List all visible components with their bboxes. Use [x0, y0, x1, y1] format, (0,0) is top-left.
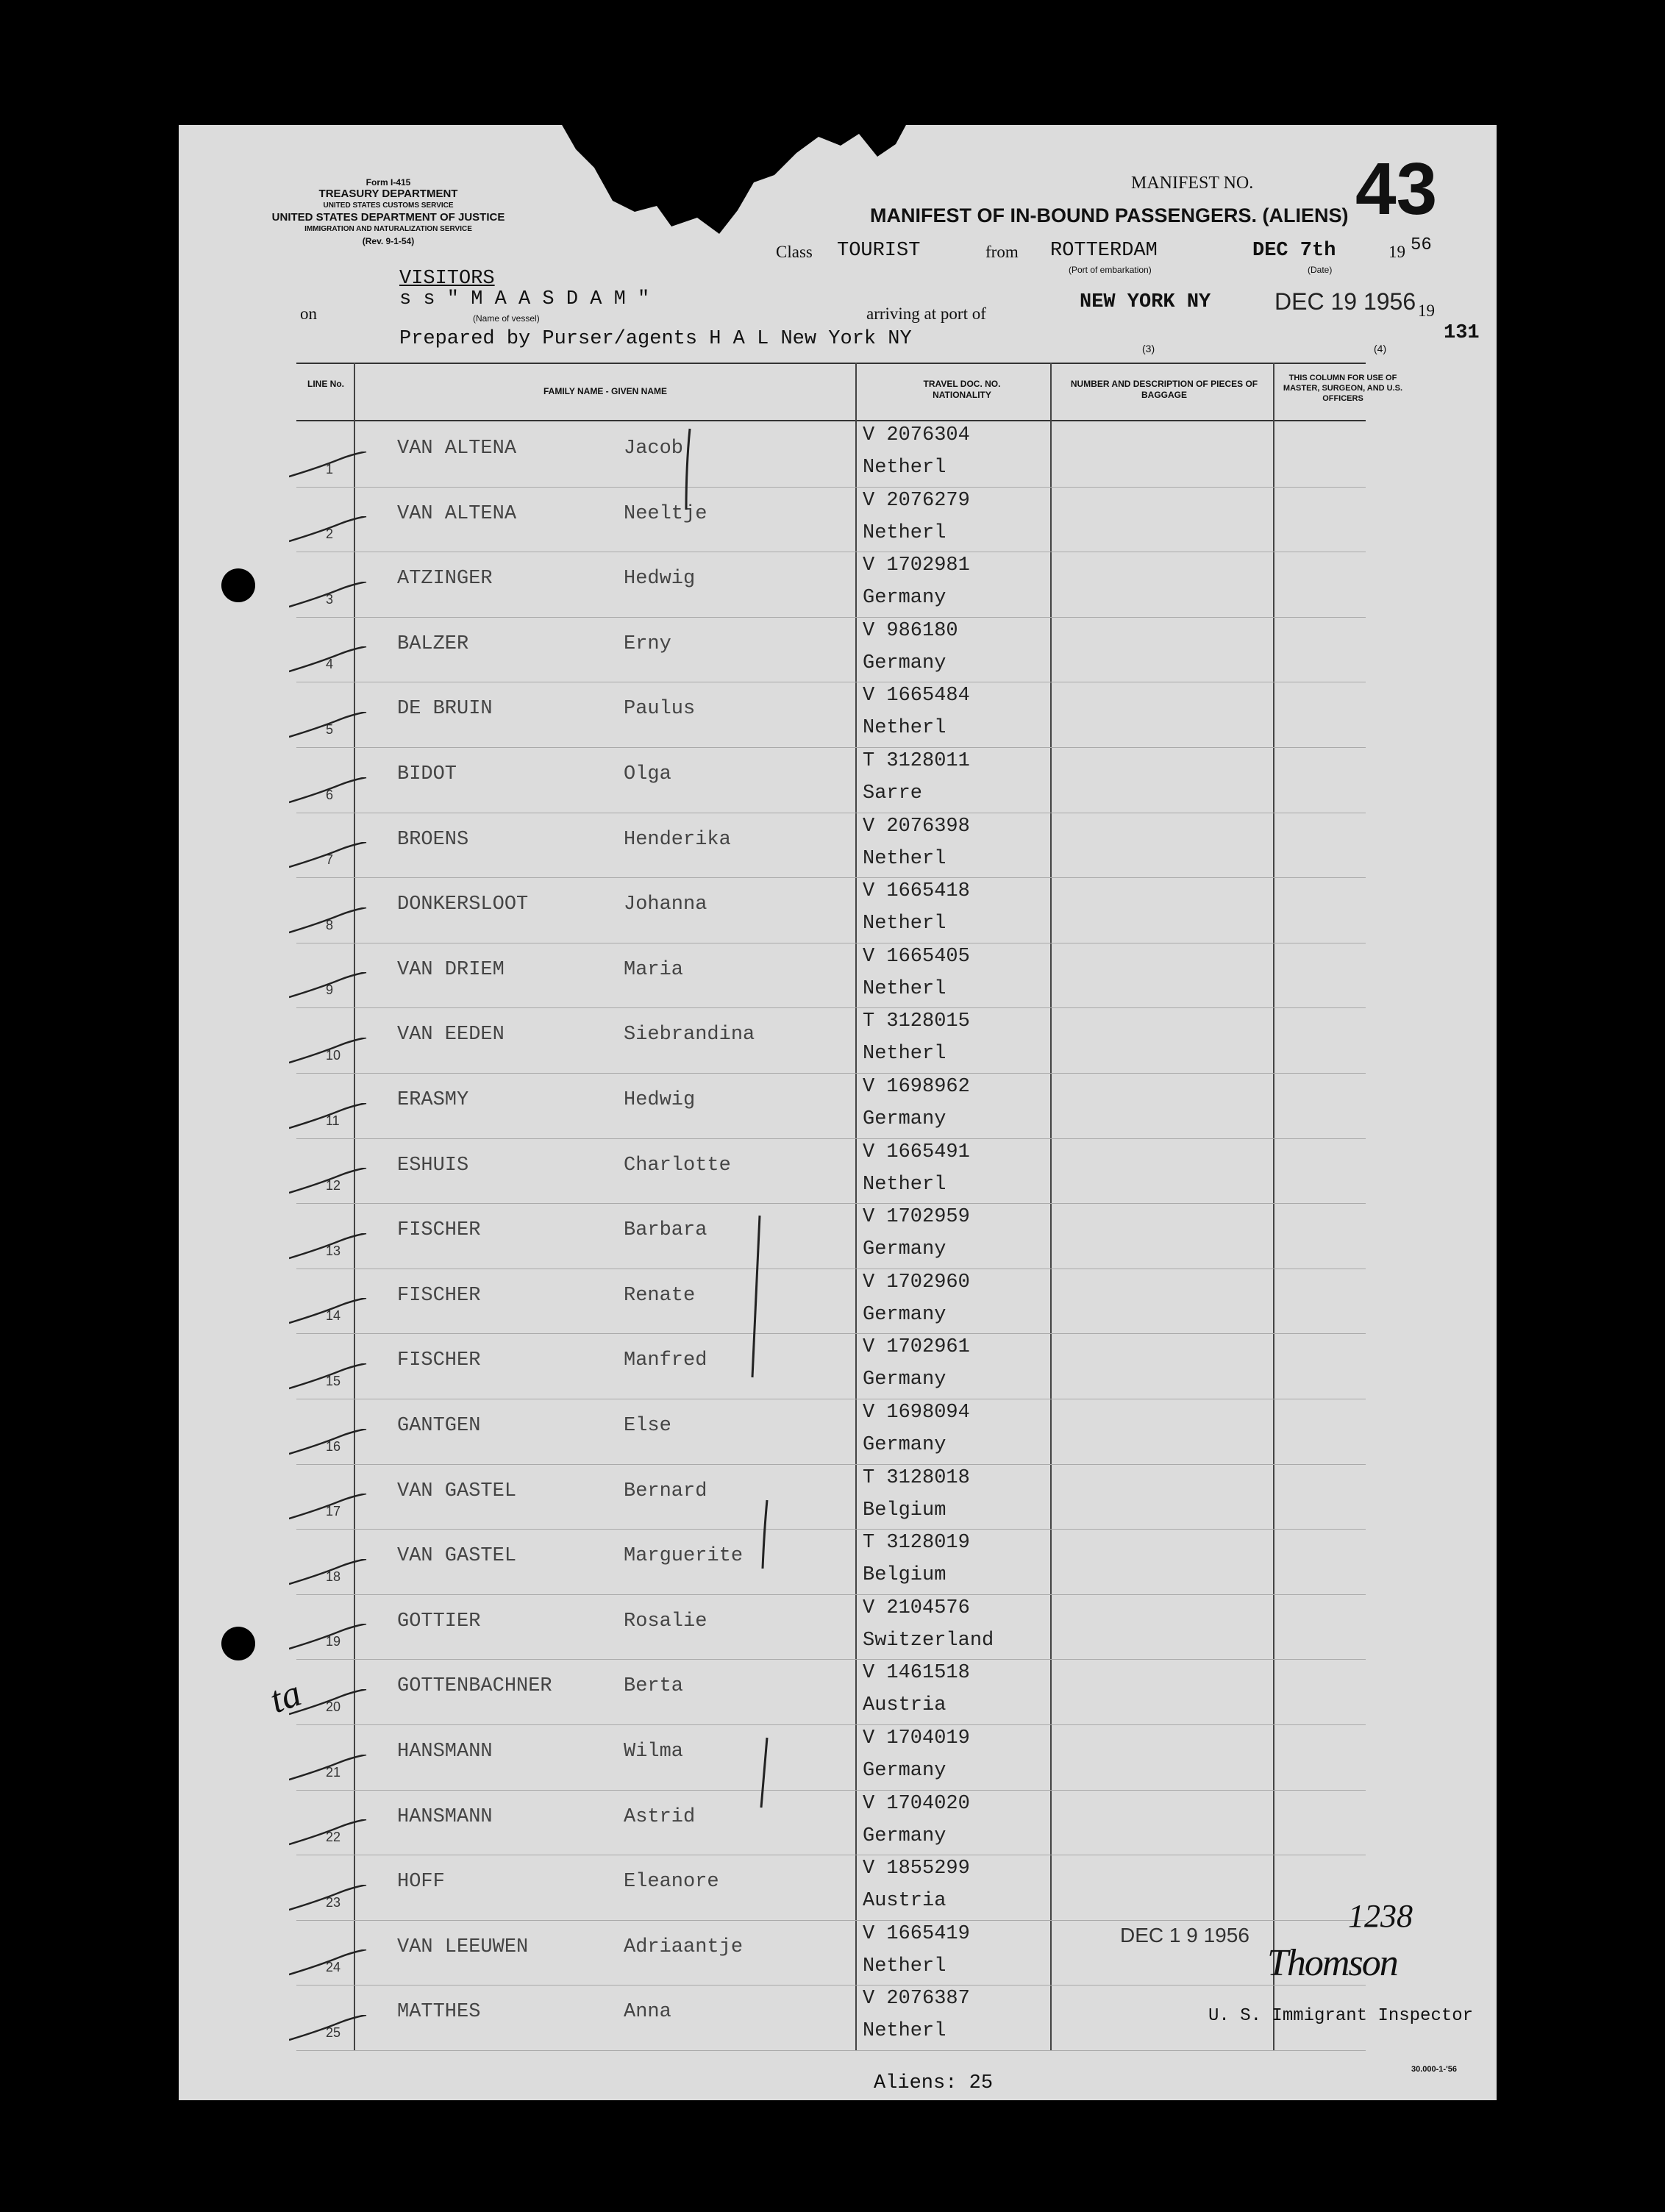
- given-name: Hedwig: [624, 1089, 696, 1111]
- family-name: VAN DRIEM: [397, 958, 505, 981]
- nationality: Netherl: [863, 1173, 946, 1196]
- nationality: Netherl: [863, 913, 946, 935]
- nationality: Germany: [863, 1369, 946, 1391]
- manifest-sheet: [179, 125, 1497, 2100]
- line-number: 5: [326, 721, 334, 737]
- nationality: Netherl: [863, 977, 946, 1000]
- print-code: 30.000-1-'56: [1411, 2065, 1457, 2074]
- agency-line-4: IMMIGRATION AND NATURALIZATION SERVICE: [304, 225, 472, 233]
- line-number: 3: [326, 591, 334, 607]
- travel-doc-number: V 2104576: [863, 1596, 970, 1619]
- agency-line-2: UNITED STATES CUSTOMS SERVICE: [323, 201, 454, 210]
- manifest-title: MANIFEST OF IN-BOUND PASSENGERS. (ALIENS): [870, 204, 1349, 226]
- inspector-title: U. S. Immigrant Inspector: [1208, 2006, 1474, 2026]
- given-name: Siebrandina: [624, 1024, 755, 1046]
- form-number: Form I-415: [366, 177, 411, 188]
- line-number: 17: [326, 1504, 341, 1519]
- year-value: 56: [1411, 235, 1432, 255]
- from-value: ROTTERDAM: [1050, 240, 1158, 262]
- line-number: 2: [326, 527, 334, 542]
- line-number: 15: [326, 1373, 341, 1388]
- family-name: HANSMANN: [397, 1805, 493, 1828]
- travel-doc-number: V 1702981: [863, 554, 970, 577]
- family-name: BROENS: [397, 828, 469, 851]
- family-name: DONKERSLOOT: [397, 893, 529, 916]
- handwritten-marks: [296, 363, 1366, 2050]
- given-name: Adriaantje: [624, 1936, 744, 1958]
- family-name: MATTHES: [397, 2001, 481, 2024]
- family-name: HOFF: [397, 1871, 445, 1894]
- travel-doc-number: V 1698094: [863, 1402, 970, 1424]
- nationality: Germany: [863, 587, 946, 610]
- given-name: Henderika: [624, 828, 731, 851]
- given-name: Barbara: [624, 1219, 707, 1242]
- travel-doc-number: V 2076387: [863, 1988, 970, 2011]
- footer-stamp-date: DEC 1 9 1956: [1120, 1924, 1249, 1947]
- line-number: 10: [326, 1047, 341, 1063]
- nationality: Germany: [863, 1824, 946, 1847]
- nationality: Sarre: [863, 782, 923, 804]
- nationality: Belgium: [863, 1564, 946, 1587]
- travel-doc-number: V 1665405: [863, 945, 970, 968]
- given-name: Astrid: [624, 1805, 696, 1828]
- line-number: 7: [326, 852, 334, 868]
- travel-doc-number: V 1665484: [863, 685, 970, 707]
- family-name: FISCHER: [397, 1284, 481, 1307]
- arrival-port: NEW YORK NY: [1080, 291, 1211, 313]
- family-name: BALZER: [397, 632, 469, 655]
- col-head-baggage: NUMBER AND DESCRIPTION OF PIECES OF BAGGAGE: [1070, 379, 1258, 400]
- line-number: 23: [326, 1894, 341, 1910]
- family-name: ESHUIS: [397, 1154, 469, 1177]
- line-number: 18: [326, 1569, 341, 1584]
- given-name: Hedwig: [624, 568, 696, 591]
- nationality: Austria: [863, 1890, 946, 1913]
- col-head-officers: THIS COLUMN FOR USE OF MASTER, SURGEON, AND U.S. OFFICERS: [1283, 374, 1403, 403]
- given-name: Anna: [624, 2001, 671, 2024]
- on-label: on: [300, 304, 317, 323]
- agency-line-3: UNITED STATES DEPARTMENT OF JUSTICE: [271, 211, 505, 224]
- line-number: 14: [326, 1308, 341, 1324]
- line-number: 8: [326, 917, 334, 932]
- family-name: VAN GASTEL: [397, 1545, 517, 1568]
- given-name: Charlotte: [624, 1154, 731, 1177]
- line-number: 16: [326, 1438, 341, 1454]
- arrival-date-stamp: DEC 19 1956: [1274, 288, 1416, 315]
- travel-doc-number: V 1702960: [863, 1271, 970, 1294]
- nationality: Netherl: [863, 2020, 946, 2043]
- nationality: Germany: [863, 652, 946, 674]
- family-name: VAN ALTENA: [397, 438, 517, 460]
- nationality: Belgium: [863, 1499, 946, 1521]
- nationality: Netherl: [863, 717, 946, 740]
- family-name: ATZINGER: [397, 568, 493, 591]
- given-name: Manfred: [624, 1349, 707, 1372]
- arrival-year-suffix: 19: [1418, 302, 1435, 320]
- nationality: Austria: [863, 1694, 946, 1717]
- given-name: Johanna: [624, 893, 707, 916]
- margin-initials: ta: [264, 1672, 307, 1722]
- prepared-by: Prepared by Purser/agents H A L New York NY: [399, 328, 912, 350]
- family-name: BIDOT: [397, 763, 457, 785]
- torn-edge: [561, 124, 907, 241]
- line-number: 13: [326, 1243, 341, 1258]
- given-name: Olga: [624, 763, 671, 785]
- travel-doc-number: T 3128011: [863, 750, 970, 772]
- agency-line-5: (Rev. 9-1-54): [362, 236, 415, 246]
- given-name: Paulus: [624, 698, 696, 721]
- arriving-label: arriving at port of: [866, 304, 986, 323]
- nationality: Netherl: [863, 1043, 946, 1066]
- line-number: 1: [326, 461, 334, 477]
- travel-doc-number: V 1702961: [863, 1336, 970, 1359]
- from-label: from: [985, 243, 1019, 261]
- year-prefix: 19: [1388, 243, 1405, 261]
- given-name: Wilma: [624, 1741, 684, 1763]
- vessel-name: s s " M A A S D A M ": [399, 288, 650, 310]
- travel-doc-number: V 2076398: [863, 815, 970, 838]
- family-name: VAN EEDEN: [397, 1024, 505, 1046]
- family-name: VAN GASTEL: [397, 1480, 517, 1502]
- family-name: ERASMY: [397, 1089, 469, 1111]
- class-value: TOURIST: [837, 240, 921, 262]
- travel-doc-number: V 1665418: [863, 880, 970, 903]
- family-name: VAN ALTENA: [397, 502, 517, 525]
- travel-doc-number: V 1855299: [863, 1858, 970, 1880]
- family-name: GOTTENBACHNER: [397, 1675, 552, 1698]
- col-head-line-no: LINE No.: [307, 379, 344, 389]
- class-label: Class: [776, 243, 813, 261]
- nationality: Germany: [863, 1238, 946, 1261]
- given-name: Rosalie: [624, 1610, 707, 1633]
- family-name: HANSMANN: [397, 1741, 493, 1763]
- nationality: Germany: [863, 1760, 946, 1782]
- nationality: Switzerland: [863, 1629, 994, 1652]
- nationality: Netherl: [863, 847, 946, 870]
- given-name: Eleanore: [624, 1871, 719, 1894]
- given-name: Renate: [624, 1284, 696, 1307]
- nationality: Netherl: [863, 457, 946, 479]
- travel-doc-number: V 1702959: [863, 1206, 970, 1229]
- inspector-signature: Thomson: [1267, 1942, 1397, 1984]
- travel-doc-number: V 2076279: [863, 489, 970, 512]
- nationality: Germany: [863, 1108, 946, 1130]
- port-caption: (Port of embarkation): [1069, 265, 1152, 275]
- col4-marker: (4): [1374, 343, 1387, 354]
- line-number: 9: [326, 982, 334, 998]
- given-name: Jacob: [624, 438, 684, 460]
- agency-line-1: TREASURY DEPARTMENT: [318, 188, 458, 200]
- line-number: 6: [326, 787, 334, 802]
- family-name: VAN LEEUWEN: [397, 1936, 529, 1958]
- travel-doc-number: V 1704019: [863, 1727, 970, 1749]
- given-name: Erny: [624, 632, 671, 655]
- footer-number: 1238: [1348, 1898, 1413, 1934]
- nationality: Netherl: [863, 521, 946, 544]
- family-name: FISCHER: [397, 1349, 481, 1372]
- given-name: Berta: [624, 1675, 684, 1698]
- travel-doc-number: T 3128018: [863, 1466, 970, 1489]
- binder-hole-top: [221, 568, 255, 602]
- visitors-label: VISITORS: [399, 268, 495, 290]
- family-name: FISCHER: [397, 1219, 481, 1242]
- line-number: 22: [326, 1830, 341, 1845]
- line-number: 4: [326, 657, 334, 672]
- travel-doc-number: V 1698962: [863, 1076, 970, 1098]
- col3-marker: (3): [1142, 343, 1155, 354]
- nationality: Germany: [863, 1434, 946, 1456]
- line-number: 25: [326, 2024, 341, 2040]
- given-name: Maria: [624, 958, 684, 981]
- aliens-total: Aliens: 25: [874, 2072, 994, 2094]
- binder-hole-bottom: [221, 1627, 255, 1660]
- manifest-no-label: MANIFEST NO.: [1131, 174, 1254, 193]
- form-header-block: [271, 176, 506, 247]
- col-head-travel-doc: TRAVEL DOC. NO. NATIONALITY: [923, 379, 1001, 400]
- page-number: 131: [1444, 322, 1480, 344]
- family-name: GOTTIER: [397, 1610, 481, 1633]
- nationality: Germany: [863, 1303, 946, 1326]
- row-rule: [296, 2050, 1366, 2051]
- travel-doc-number: V 1461518: [863, 1662, 970, 1685]
- travel-doc-number: T 3128019: [863, 1532, 970, 1555]
- nationality: Netherl: [863, 1955, 946, 1977]
- manifest-no-value: 43: [1355, 148, 1438, 230]
- travel-doc-number: V 1704020: [863, 1792, 970, 1815]
- line-number: 11: [326, 1113, 340, 1128]
- date-caption: (Date): [1308, 265, 1333, 275]
- line-number: 24: [326, 1960, 341, 1975]
- travel-doc-number: V 986180: [863, 619, 958, 642]
- travel-doc-number: V 1665491: [863, 1141, 970, 1163]
- departure-date: DEC 7th: [1252, 240, 1336, 262]
- travel-doc-number: T 3128015: [863, 1010, 970, 1033]
- line-number: 20: [326, 1699, 341, 1714]
- family-name: DE BRUIN: [397, 698, 493, 721]
- family-name: GANTGEN: [397, 1415, 481, 1437]
- line-number: 12: [326, 1178, 341, 1194]
- vessel-caption: (Name of vessel): [473, 313, 540, 324]
- travel-doc-number: V 2076304: [863, 424, 970, 446]
- line-number: 19: [326, 1634, 341, 1649]
- given-name: Marguerite: [624, 1545, 744, 1568]
- given-name: Else: [624, 1415, 671, 1437]
- given-name: Neeltje: [624, 502, 707, 525]
- travel-doc-number: V 1665419: [863, 1922, 970, 1945]
- col-head-name: FAMILY NAME - GIVEN NAME: [543, 386, 668, 396]
- line-number: 21: [326, 1764, 341, 1780]
- given-name: Bernard: [624, 1480, 707, 1502]
